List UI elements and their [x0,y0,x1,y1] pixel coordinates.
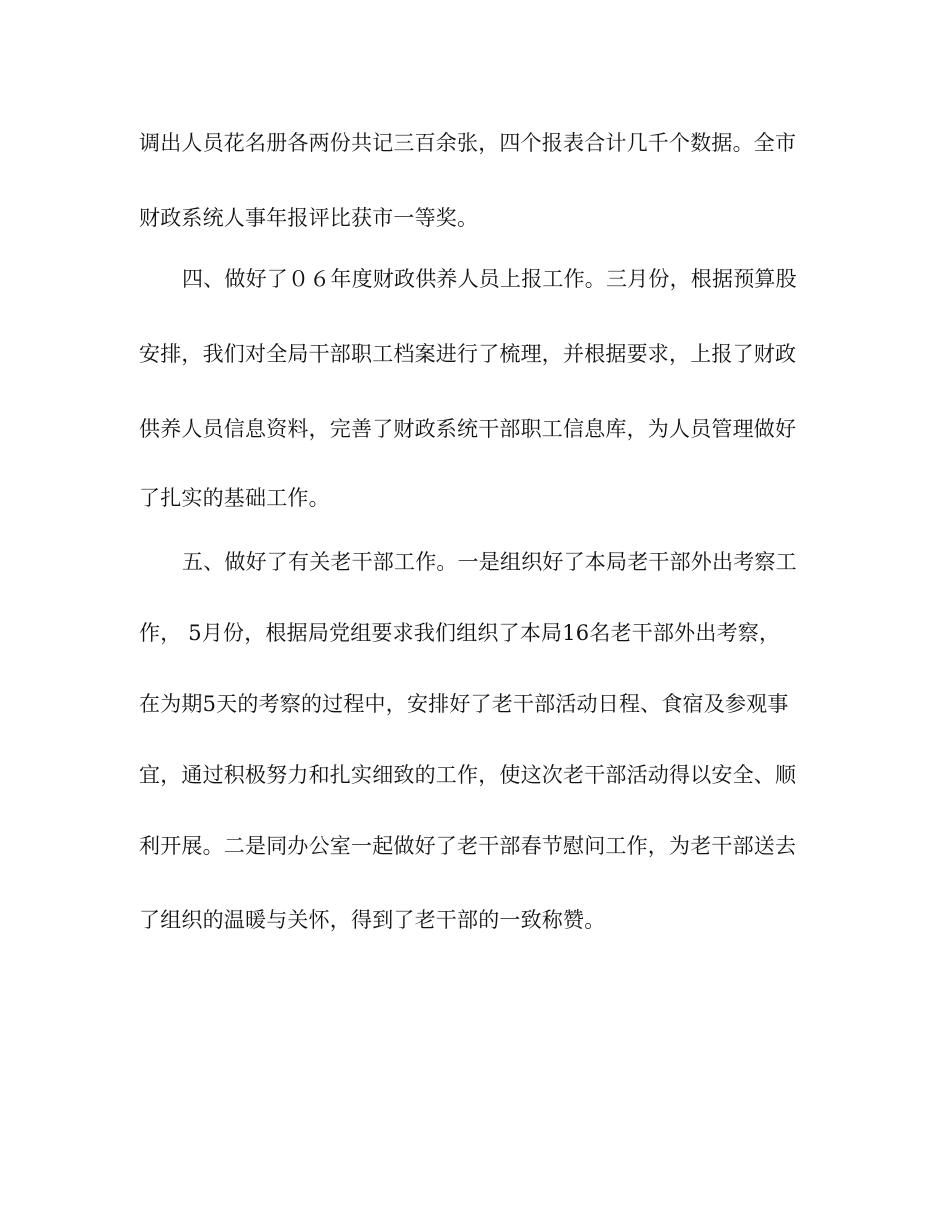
text-line-10: 宜，通过积极努力和扎实细致的工作，使这次老干部活动得以安全、顺 [139,763,797,787]
text-line-1: 调出人员花名册各两份共记三百余张，四个报表合计几千个数据。全市 [139,131,797,155]
text-line-6: 了扎实的基础工作。 [139,486,330,510]
text-line-2: 财政系统人事年报评比获市一等奖。 [139,206,479,230]
text-line-5: 供养人员信息资料，完善了财政系统干部职工信息库，为人员管理做好 [139,417,797,441]
text-line-11: 利开展。二是同办公室一起做好了老干部春节慰问工作，为老干部送去 [139,834,797,858]
text-line-8: 作， 5月份，根据局党组要求我们组织了本局16名老干部外出考察， [139,621,781,645]
paragraph-4-line-1: 四、做好了０６年度财政供养人员上报工作。三月份，根据预算股 [182,267,797,291]
text-line-9: 在为期5天的考察的过程中，安排好了老干部活动日程、食宿及参观事 [139,692,789,716]
text-line-12: 了组织的温暖与关怀，得到了老干部的一致称赞。 [139,908,606,932]
text-line-4: 安排，我们对全局干部职工档案进行了梳理，并根据要求，上报了财政 [139,342,797,366]
paragraph-5-line-1: 五、做好了有关老干部工作。一是组织好了本局老干部外出考察工 [182,550,797,574]
